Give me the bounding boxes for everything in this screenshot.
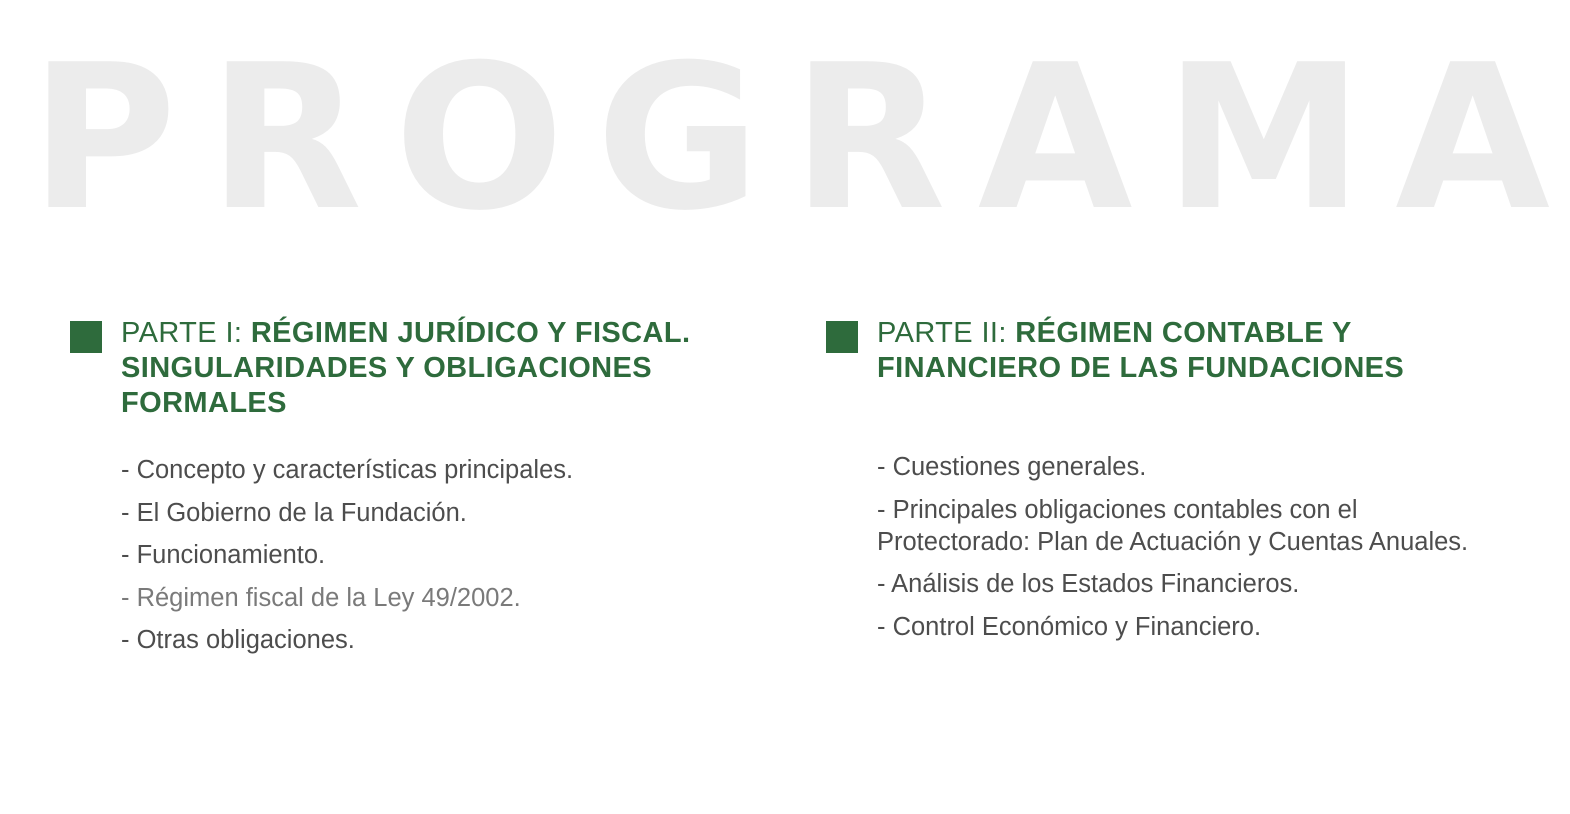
- green-square-icon: [70, 321, 102, 353]
- part-1-header: [70, 316, 750, 421]
- part-1-section: [70, 316, 750, 667]
- part-2-topics: [877, 451, 1506, 643]
- watermark-text: PROGRAMA: [30, 40, 1550, 230]
- list-item: - El Gobierno de la Fundación.: [121, 498, 467, 527]
- part-2-header: [826, 316, 1506, 386]
- part-1-heading: RÉGIMEN JURÍDICO Y FISCAL. SINGULARIDADES Y OBLIGACIONES FORMALES: [121, 317, 691, 419]
- list-item: - Principales obligaciones contables con el Protectorado: Plan de Actuación y Cuentas Anuales.: [877, 495, 1469, 556]
- part-2-heading: RÉGIMEN CONTABLE Y FINANCIERO DE LAS FUNDACIONES: [877, 317, 1405, 384]
- part-2-section: [826, 316, 1506, 653]
- watermark-svg: [0, 40, 1570, 230]
- list-item: - Otras obligaciones.: [121, 626, 355, 654]
- part-1-topics: [121, 454, 750, 656]
- list-item: - Cuestiones generales.: [877, 453, 1147, 481]
- list-item: - Funcionamiento.: [121, 541, 326, 569]
- green-square-icon: [826, 321, 858, 353]
- part-1-title: [121, 316, 750, 421]
- part-2-title: [877, 316, 1506, 386]
- part-2-label: PARTE II:: [877, 317, 1016, 349]
- list-item: - Control Económico y Financiero.: [877, 612, 1262, 641]
- list-item: - Análisis de los Estados Financieros.: [877, 570, 1300, 598]
- list-item: - Concepto y características principales.: [121, 456, 574, 484]
- list-item: - Régimen fiscal de la Ley 49/2002.: [121, 583, 521, 612]
- watermark-title: [0, 40, 1570, 230]
- part-1-label: PARTE I:: [121, 317, 251, 349]
